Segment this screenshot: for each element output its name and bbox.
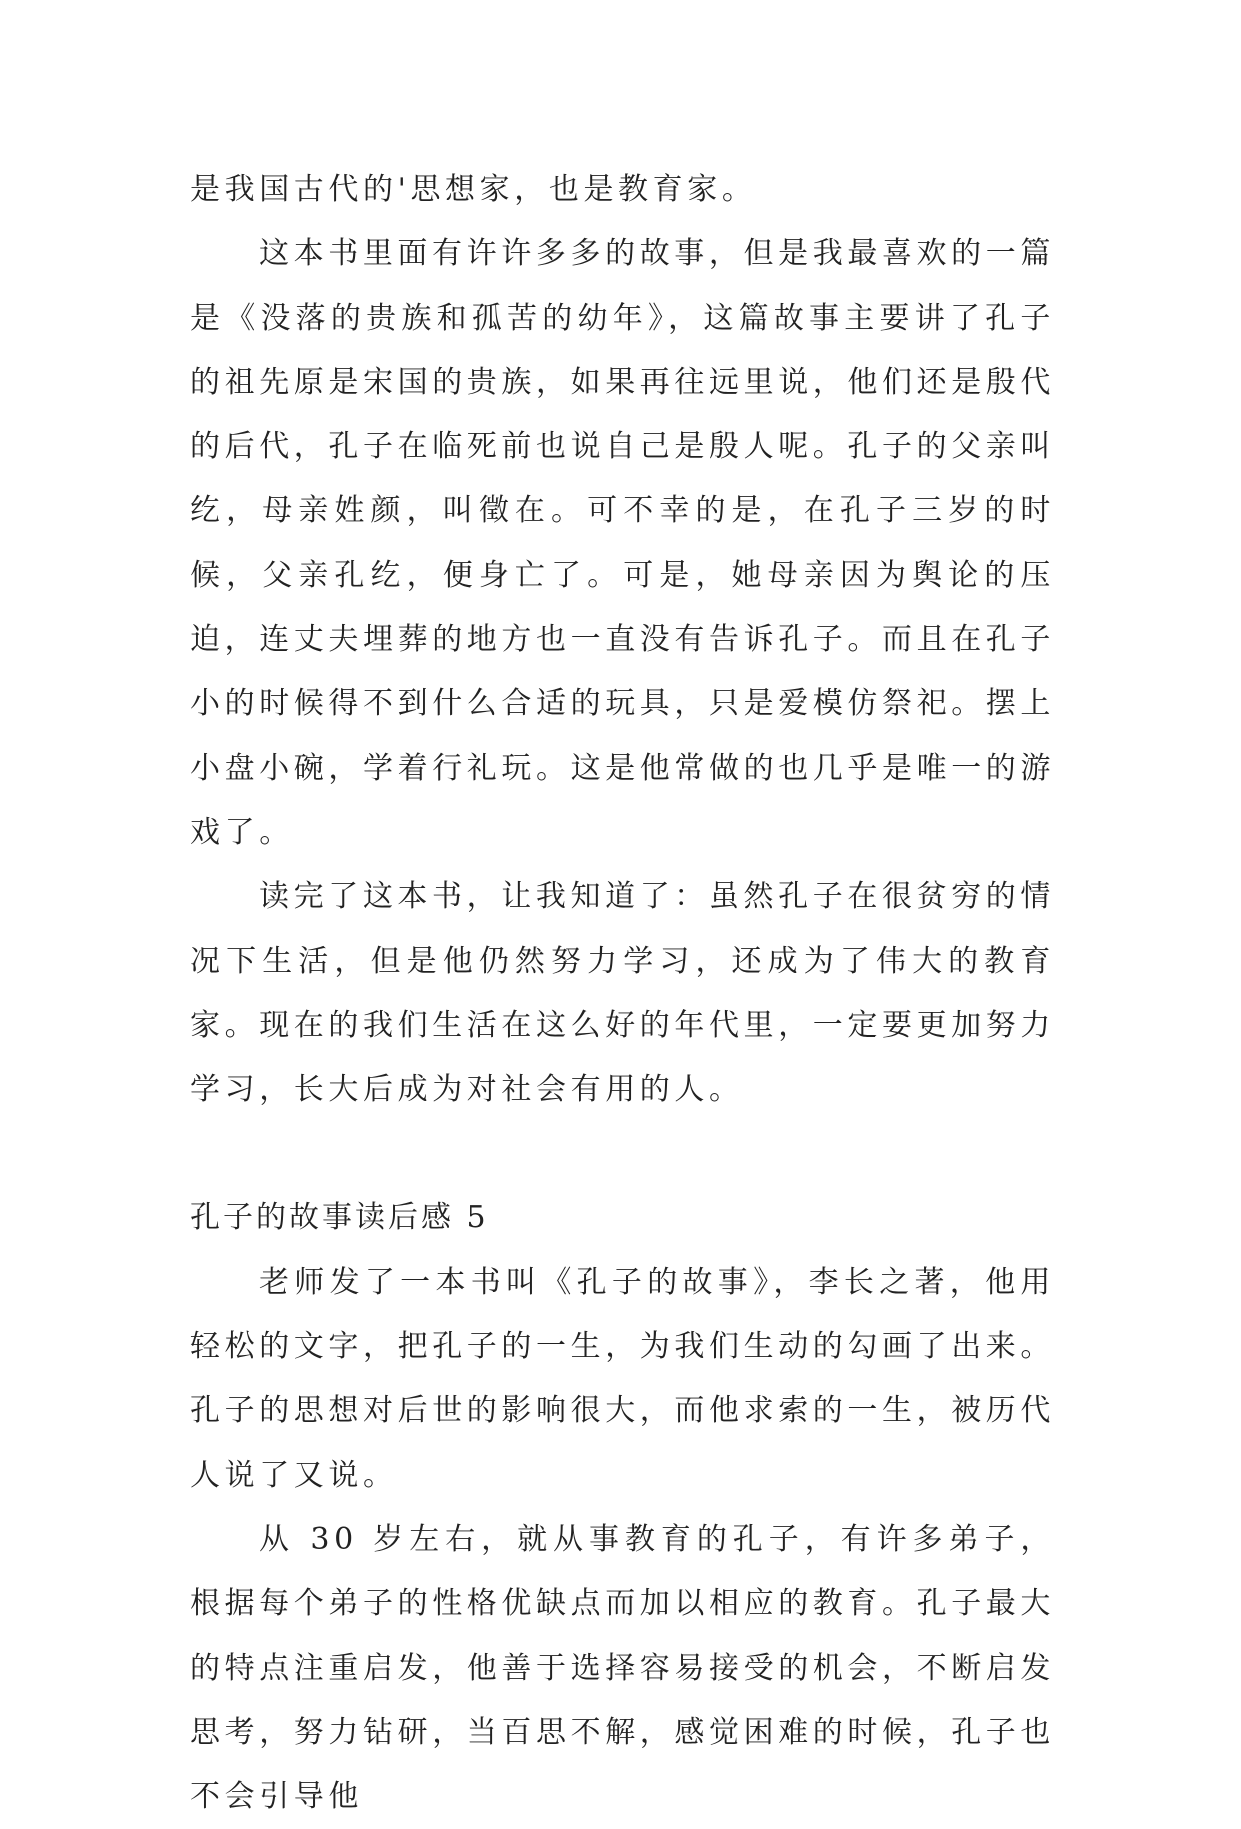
paragraph-reflection: 读完了这本书，让我知道了：虽然孔子在很贫穷的情况下生活，但是他仍然努力学习，还成为了伟大的教育家。现在的我们生活在这么好的年代里，一定要更加努力学习，长大后成为对社会有用的人。	[190, 879, 1055, 1108]
paragraph-education: 从 30 岁左右，就从事教育的孔子，有许多弟子，根据每个弟子的性格优缺点而加以相应的教育。孔子最大的特点注重启发，他善于选择容易接受的机会，不断启发思考，努力钻研，当百思不解，感觉困难的时候，孔子也不会引导他	[190, 1521, 1055, 1815]
document-body	[190, 158, 1055, 1829]
section-title: 孔子的故事读后感 5	[190, 1200, 489, 1236]
paragraph-book-intro: 老师发了一本书叫《孔子的故事》，李长之著，他用轻松的文字，把孔子的一生，为我们生动的勾画了出来。孔子的思想对后世的影响很大，而他求索的一生，被历代人说了又说。	[190, 1264, 1055, 1493]
paragraph-continuation: 是我国古代的'思想家，也是教育家。	[190, 172, 757, 207]
paragraph-favorite-story: 这本书里面有许许多多的故事，但是我最喜欢的一篇是《没落的贵族和孤苦的幼年》，这篇故事主要讲了孔子的祖先原是宋国的贵族，如果再往远里说，他们还是殷代的后代，孔子在临死前也说自己是殷人呢。孔子的父亲叫纥，母亲姓颜，叫徵在。可不幸的是，在孔子三岁的时候，父亲孔纥，便身亡了。可是，她母亲因为舆论的压迫，连丈夫埋葬的地方也一直没有告诉孔子。而且在孔子小的时候得不到什么合适的玩具，只是爱模仿祭祀。摆上小盘小碗，学着行礼玩。这是他常做的也几乎是唯一的游戏了。	[190, 236, 1055, 850]
